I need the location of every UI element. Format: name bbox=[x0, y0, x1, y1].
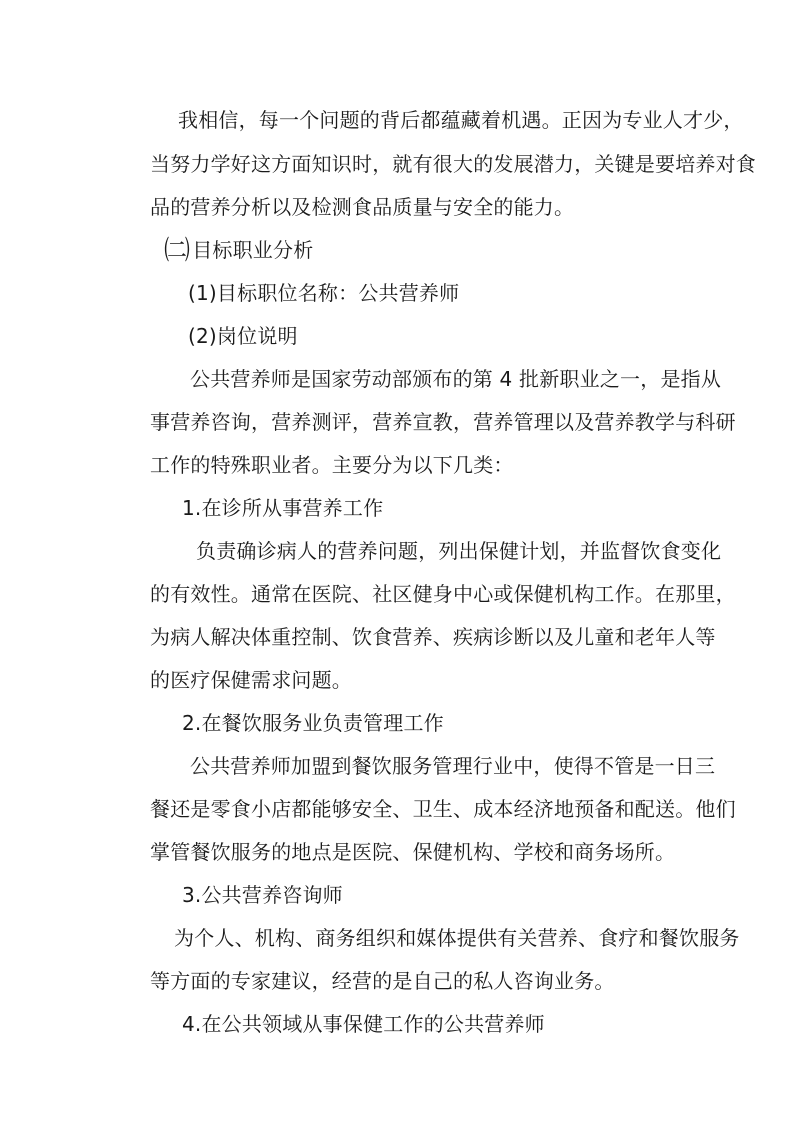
item-1: (1)目标职位名称：公共营养师 bbox=[188, 281, 460, 305]
cat3-title: 3.公共营养咨询师 bbox=[182, 883, 343, 907]
section-number: ㈡ bbox=[164, 236, 191, 266]
cat1-line-1: 负责确诊病人的营养问题，列出保健计划，并监督饮食变化 bbox=[196, 539, 722, 563]
intro-line-2: 当努力学好这方面知识时，就有很大的发展潜力，关键是要培养对食 bbox=[150, 152, 756, 176]
cat1-line-3: 为病人解决体重控制、饮食营养、疾病诊断以及儿童和老年人等 bbox=[150, 625, 716, 649]
intro-line-1: 我相信，每一个问题的背后都蕴藏着机遇。正因为专业人才少， bbox=[178, 108, 744, 132]
cat1-line-4: 的医疗保健需求问题。 bbox=[150, 668, 352, 692]
item-2: (2)岗位说明 bbox=[188, 324, 298, 348]
cat2-title: 2.在餐饮服务业负责管理工作 bbox=[182, 711, 444, 735]
cat4-title: 4.在公共领域从事保健工作的公共营养师 bbox=[182, 1012, 545, 1036]
cat1-line-2: 的有效性。通常在医院、社区健身中心或保健机构工作。在那里， bbox=[150, 582, 736, 606]
cat2-line-1: 公共营养师加盟到餐饮服务管理行业中，使得不管是一日三 bbox=[190, 754, 716, 778]
section-title: 目标职业分析 bbox=[192, 238, 314, 262]
cat3-line-2: 等方面的专家建议，经营的是自己的私人咨询业务。 bbox=[150, 969, 615, 993]
cat2-line-3: 掌管餐饮服务的地点是医院、保健机构、学校和商务场所。 bbox=[150, 840, 676, 864]
description-line-3: 工作的特殊职业者。主要分为以下几类： bbox=[150, 453, 514, 477]
cat3-line-1: 为个人、机构、商务组织和媒体提供有关营养、食疗和餐饮服务 bbox=[174, 926, 740, 950]
section-heading bbox=[164, 236, 313, 265]
intro-line-3: 品的营养分析以及检测食品质量与安全的能力。 bbox=[150, 195, 575, 219]
description-line-1: 公共营养师是国家劳动部颁布的第 4 批新职业之一，是指从 bbox=[190, 367, 722, 391]
description-line-2: 事营养咨询，营养测评，营养宣教，营养管理以及营养教学与科研 bbox=[150, 410, 736, 434]
cat1-title: 1.在诊所从事营养工作 bbox=[182, 496, 384, 520]
cat2-line-2: 餐还是零食小店都能够安全、卫生、成本经济地预备和配送。他们 bbox=[150, 797, 736, 821]
